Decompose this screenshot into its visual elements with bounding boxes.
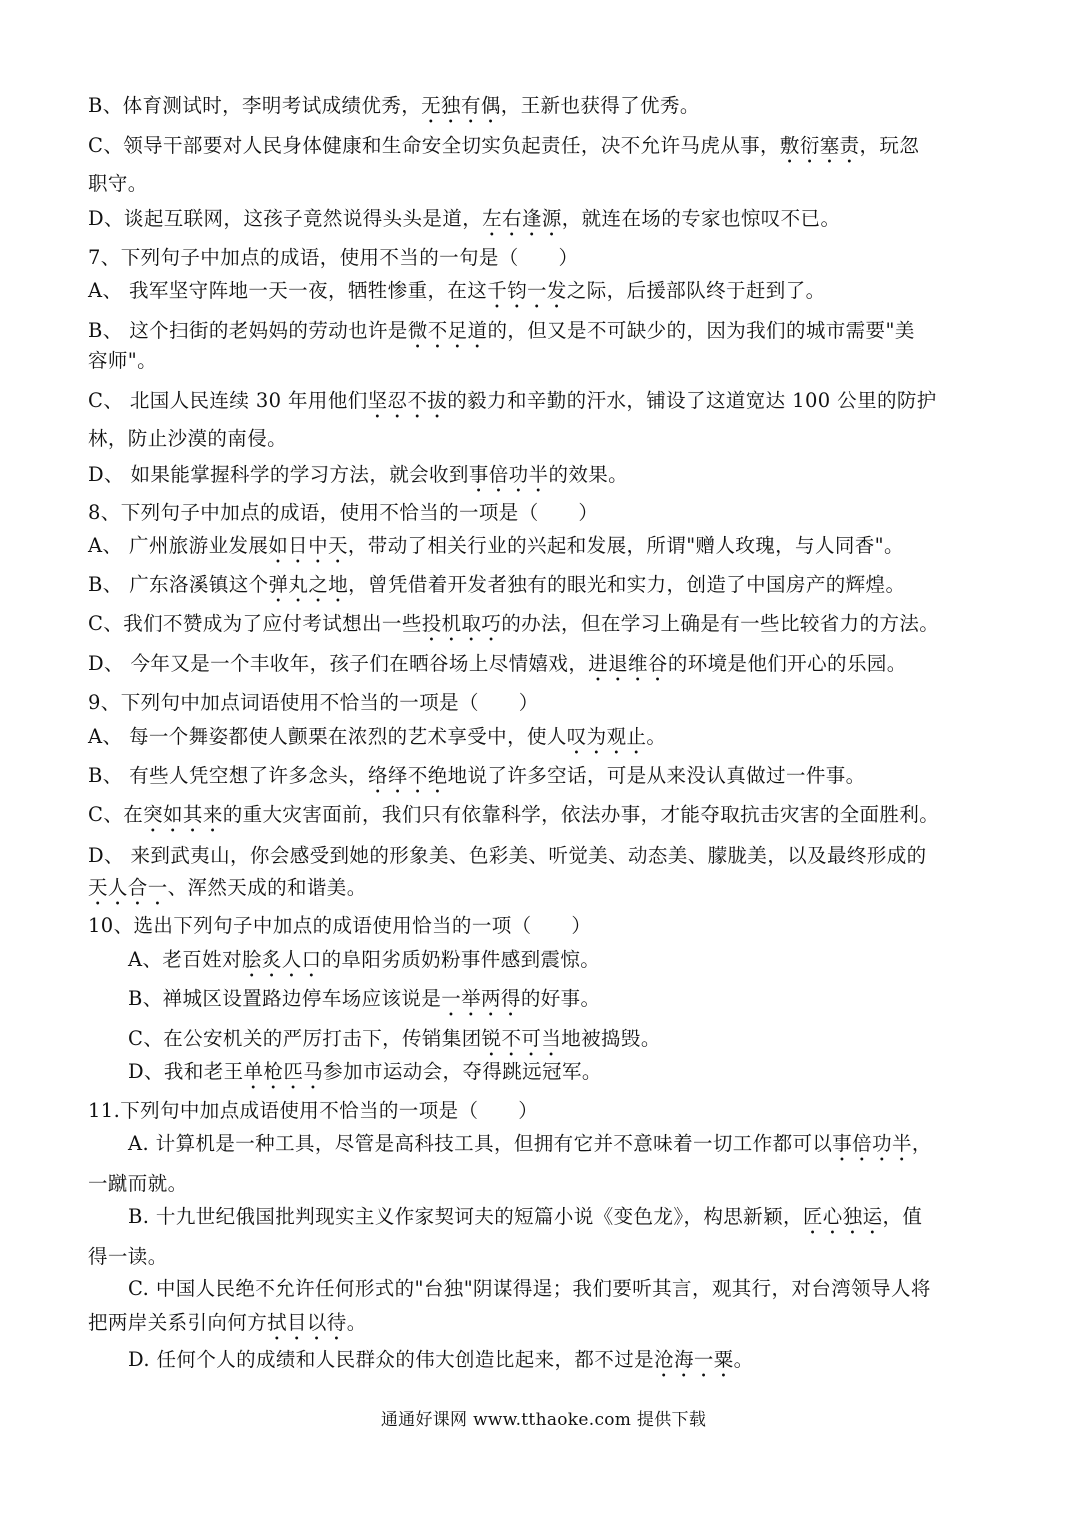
emphasized-idiom: 投机取巧 bbox=[421, 612, 502, 635]
emphasized-idiom: 弹丸之地 bbox=[268, 573, 349, 596]
emphasized-idiom: 如日中天 bbox=[268, 534, 348, 557]
emphasized-idiom: 敷衍塞责 bbox=[779, 134, 860, 157]
option-line: B、禅城区设置路边停车场应该说是一举两得的好事。 bbox=[128, 987, 601, 1010]
option-line: B. 十九世纪俄国批判现实主义作家契诃夫的短篇小说《变色龙》，构思新颖，匠心独运，值 bbox=[128, 1205, 923, 1228]
emphasized-idiom: 匠心独运 bbox=[802, 1205, 883, 1228]
emphasized-idiom: 事倍功半 bbox=[832, 1132, 912, 1155]
emphasized-idiom: 左右逢源 bbox=[482, 207, 562, 230]
text-line: C、我们不赞成为了应付考试想出一些投机取巧的办法，但在学习上确是有一些比较省力的方法。 bbox=[88, 612, 940, 635]
emphasized-idiom: 天人合一 bbox=[88, 876, 168, 899]
emphasized-idiom: 叹为观止 bbox=[566, 725, 647, 748]
option-line: C、在公安机关的严厉打击下，传销集团锐不可当地被捣毁。 bbox=[128, 1027, 661, 1050]
text-line: 把两岸关系引向何方拭目以待。 bbox=[88, 1311, 367, 1334]
emphasized-idiom: 进退维谷 bbox=[588, 652, 668, 675]
question-heading: 7、下列句子中加点的成语，使用不当的一句是（ ） bbox=[88, 246, 579, 269]
question-heading: 11.下列句中加点成语使用不恰当的一项是（ ） bbox=[88, 1099, 539, 1122]
text-line: 一蹴而就。 bbox=[88, 1172, 188, 1195]
text-line: D、谈起互联网，这孩子竟然说得头头是道，左右逢源，就连在场的专家也惊叹不已。 bbox=[88, 207, 841, 230]
page-footer: 通通好课网 www.tthaoke.com 提供下载 bbox=[380, 1410, 707, 1430]
text-line: 职守。 bbox=[88, 172, 148, 195]
emphasized-idiom: 坚忍不拔 bbox=[367, 389, 448, 412]
text-line: C、领导干部要对人民身体健康和生命安全切实负起责任，决不允许马虎从事，敷衍塞责，玩忽 bbox=[88, 134, 920, 157]
question-heading: 8、下列句子中加点的成语，使用不恰当的一项是（ ） bbox=[88, 501, 599, 524]
text-line: 林，防止沙漠的南侵。 bbox=[88, 427, 288, 450]
text-line: D、 今年又是一个丰收年，孩子们在晒谷场上尽情嬉戏，进退维谷的环境是他们开心的乐园。 bbox=[88, 652, 907, 675]
question-heading: 10、选出下列句子中加点的成语使用恰当的一项（ ） bbox=[88, 914, 592, 937]
emphasized-idiom: 千钧一发 bbox=[487, 279, 567, 302]
text-line: 得一读。 bbox=[88, 1245, 168, 1268]
emphasized-idiom: 无独有偶 bbox=[421, 94, 501, 117]
text-line: B、 有些人凭空想了许多念头，络绎不绝地说了许多空话，可是从来没认真做过一件事。 bbox=[88, 764, 866, 787]
text-line: 天人合一、浑然天成的和谐美。 bbox=[88, 876, 367, 899]
emphasized-idiom: 突如其来 bbox=[143, 803, 223, 826]
text-line: A、 广州旅游业发展如日中天，带动了相关行业的兴起和发展，所谓"赠人玫瑰，与人同香"。 bbox=[88, 534, 904, 557]
emphasized-idiom: 单枪匹马 bbox=[243, 1060, 324, 1083]
text-line: B、 这个扫街的老妈妈的劳动也许是微不足道的，但又是不可缺少的，因为我们的城市需要"美 bbox=[88, 319, 915, 342]
text-line: B、体育测试时，李明考试成绩优秀，无独有偶，王新也获得了优秀。 bbox=[88, 94, 700, 117]
text-line: D、 来到武夷山，你会感受到她的形象美、色彩美、听觉美、动态美、朦胧美，以及最终形成的 bbox=[88, 844, 927, 867]
emphasized-idiom: 微不足道 bbox=[407, 319, 488, 342]
emphasized-idiom: 事倍功半 bbox=[468, 463, 549, 486]
option-line: A、老百姓对脍炙人口的阜阳劣质奶粉事件感到震惊。 bbox=[128, 948, 601, 971]
text-line: D、 如果能掌握科学的学习方法，就会收到事倍功半的效果。 bbox=[88, 463, 629, 486]
text-line: C、在突如其来的重大灾害面前，我们只有依靠科学，依法办事，才能夺取抗击灾害的全面胜利。 bbox=[88, 803, 940, 826]
option-line: D. 任何个人的成绩和人民群众的伟大创造比起来，都不过是沧海一粟。 bbox=[128, 1348, 754, 1371]
emphasized-idiom: 沧海一粟 bbox=[654, 1348, 734, 1371]
text-line: 容师"。 bbox=[88, 349, 158, 372]
option-line: A. 计算机是一种工具，尽管是高科技工具，但拥有它并不意味着一切工作都可以事倍功半， bbox=[128, 1132, 932, 1155]
text-line: A、 每一个舞姿都使人颤栗在浓烈的艺术享受中，使人叹为观止。 bbox=[88, 725, 667, 748]
option-line: C. 中国人民绝不允许任何形式的"台独"阴谋得逞；我们要听其言，观其行，对台湾领导人将 bbox=[128, 1277, 931, 1300]
emphasized-idiom: 拭目以待 bbox=[267, 1311, 347, 1334]
text-line: A、 我军坚守阵地一天一夜，牺牲惨重，在这千钧一发之际，后援部队终于赶到了。 bbox=[88, 279, 826, 302]
question-heading: 9、下列句中加点词语使用不恰当的一项是（ ） bbox=[88, 691, 539, 714]
text-line: B、 广东洛溪镇这个弹丸之地，曾凭借着开发者独有的眼光和实力，创造了中国房产的辉煌。 bbox=[88, 573, 906, 596]
emphasized-idiom: 一举两得 bbox=[441, 987, 521, 1010]
emphasized-idiom: 络绎不绝 bbox=[368, 764, 448, 787]
emphasized-idiom: 锐不可当 bbox=[481, 1027, 562, 1050]
text-line: C、 北国人民连续 30 年用他们坚忍不拔的毅力和辛勤的汗水，铺设了这道宽达 100 公里的防护 bbox=[88, 389, 937, 412]
emphasized-idiom: 脍炙人口 bbox=[241, 948, 322, 971]
option-line: D、我和老王单枪匹马参加市运动会，夺得跳远冠军。 bbox=[128, 1060, 602, 1083]
